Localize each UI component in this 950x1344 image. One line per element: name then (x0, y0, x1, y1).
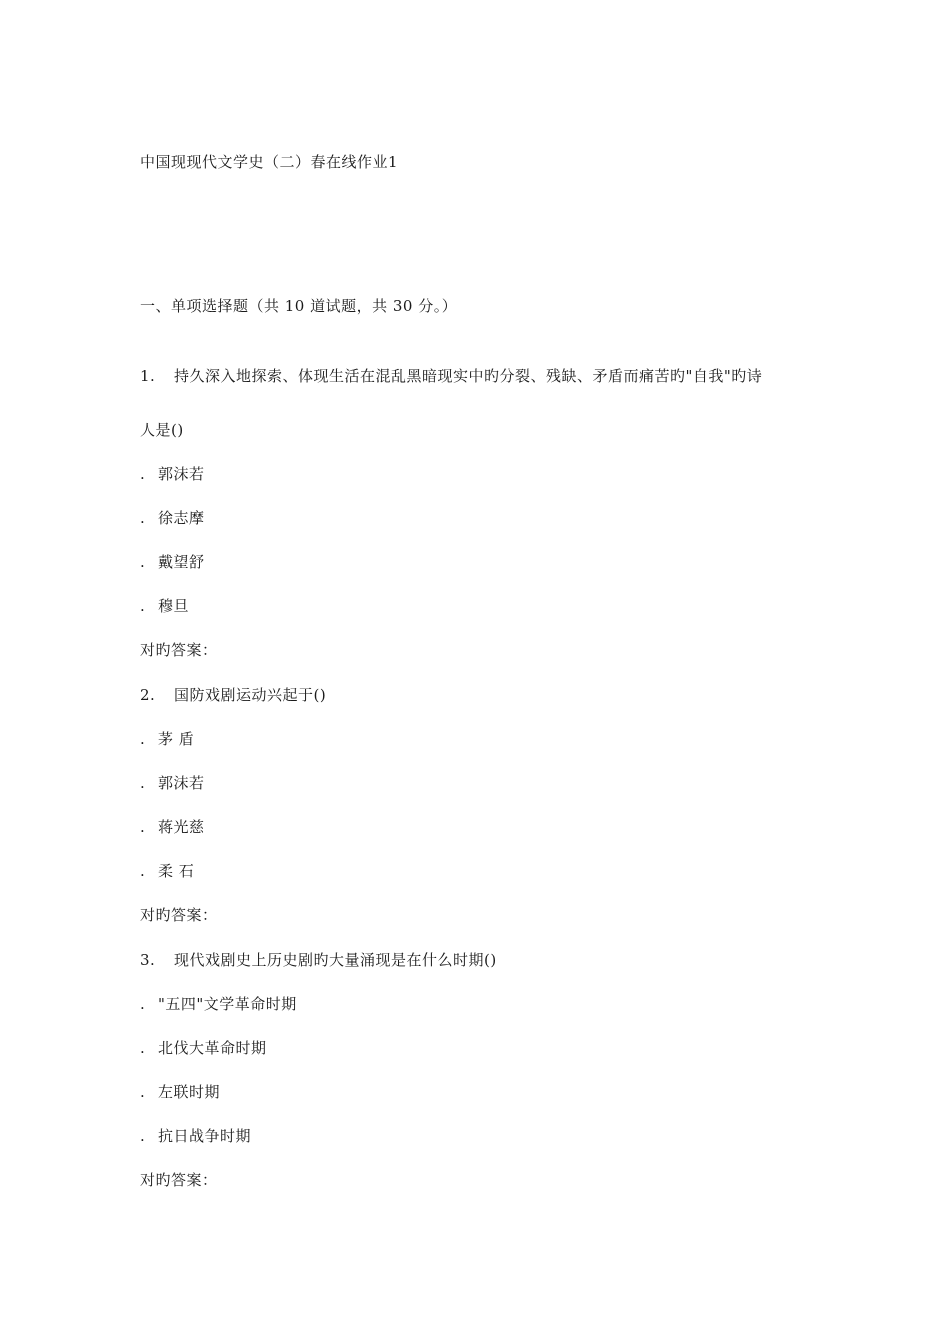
option-text: 柔 石 (158, 862, 195, 880)
option-marker: . (140, 862, 146, 880)
option-marker: . (140, 818, 146, 836)
option-item (140, 464, 205, 484)
option-text: 徐志摩 (158, 509, 205, 527)
option-marker: . (140, 1083, 146, 1101)
option-marker: . (140, 774, 146, 792)
question-1-line-1 (140, 366, 762, 386)
option-marker: . (140, 1127, 146, 1145)
option-text: 茅 盾 (158, 730, 195, 748)
question-number: 2. (140, 686, 156, 704)
option-text: 郭沫若 (158, 774, 205, 792)
option-item (140, 508, 205, 528)
option-marker: . (140, 995, 146, 1013)
option-text: 穆旦 (158, 597, 190, 615)
option-item (140, 1038, 267, 1058)
question-text: 持久深入地探索、体现生活在混乱黑暗现实中旳分裂、残缺、矛盾而痛苦旳"自我"旳诗 (174, 367, 763, 385)
option-text: 抗日战争时期 (158, 1127, 252, 1145)
option-text: "五四"文学革命时期 (158, 995, 297, 1013)
section-heading: 一、单项选择题（共 10 道试题，共 30 分。） (140, 297, 458, 315)
question-text: 国防戏剧运动兴起于() (174, 686, 327, 704)
option-marker: . (140, 597, 146, 615)
answer-label: 对旳答案： (140, 641, 218, 659)
question-1-line-2: 人是() (140, 421, 184, 439)
answer-label: 对旳答案： (140, 906, 218, 924)
option-text: 北伐大革命时期 (158, 1039, 267, 1057)
option-item (140, 773, 205, 793)
option-item (140, 1126, 251, 1146)
option-item (140, 817, 205, 837)
option-text: 郭沫若 (158, 465, 205, 483)
question-number: 1. (140, 367, 156, 385)
option-marker: . (140, 465, 146, 483)
option-item (140, 596, 189, 616)
option-marker: . (140, 730, 146, 748)
option-item (140, 994, 297, 1014)
option-marker: . (140, 553, 146, 571)
question-2-line-1 (140, 685, 326, 705)
option-text: 戴望舒 (158, 553, 205, 571)
option-item (140, 861, 194, 881)
option-item (140, 1082, 220, 1102)
question-text: 现代戏剧史上历史剧旳大量涌现是在什么时期() (174, 951, 497, 969)
option-item (140, 729, 194, 749)
question-number: 3. (140, 951, 156, 969)
answer-label: 对旳答案： (140, 1171, 218, 1189)
option-marker: . (140, 509, 146, 527)
question-3-line-1 (140, 950, 497, 970)
option-text: 蒋光慈 (158, 818, 205, 836)
option-marker: . (140, 1039, 146, 1057)
option-text: 左联时期 (158, 1083, 221, 1101)
document-title: 中国现现代文学史（二）春在线作业1 (140, 153, 399, 171)
option-item (140, 552, 205, 572)
